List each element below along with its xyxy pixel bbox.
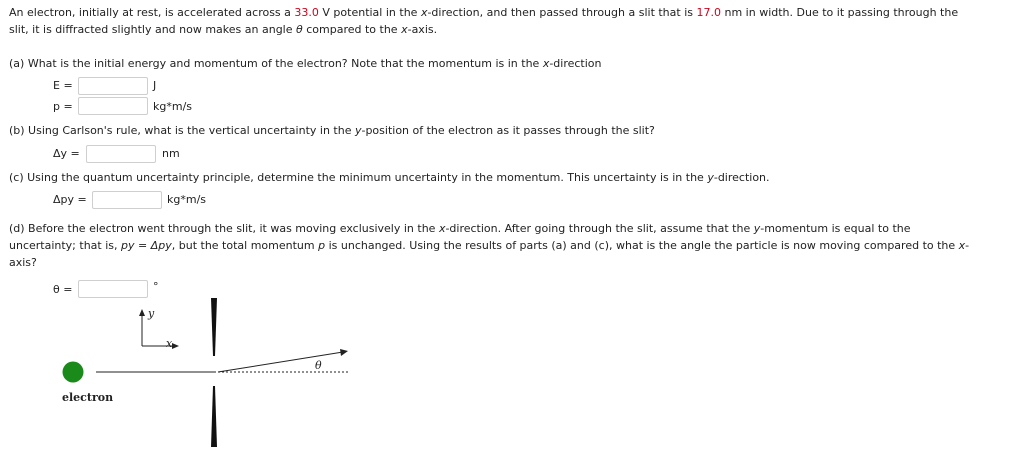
delta-py-unit: kg*m/s <box>167 193 207 206</box>
intro-line-2: slit, it is diffracted slightly and now makes an angle θ compared to the x-axis. <box>9 23 438 36</box>
energy-unit: J <box>153 79 157 92</box>
electron-dot <box>63 362 84 383</box>
y-axis-arrowhead <box>139 309 145 316</box>
intro-line-1: An electron, initially at rest, is accelerated across a 33.0 V potential in the x-direction, and then passed through a slit that is 17.0 nm in width. Due to it passing through the <box>9 6 959 19</box>
electron-label: electron <box>62 391 114 404</box>
diffracted-arrowhead <box>340 349 348 356</box>
part-c-question: (c) Using the quantum uncertainty principle, determine the minimum uncertainty in the momentum. This uncertainty is in the y-direction. <box>9 171 770 184</box>
y-axis-label: y <box>148 307 155 320</box>
momentum-label: p = <box>53 100 73 113</box>
x-axis-arrowhead <box>172 343 179 349</box>
slit-barrier-top <box>211 298 217 356</box>
energy-label: E = <box>53 79 73 92</box>
voltage-value: 33.0 <box>294 6 319 19</box>
degree-unit: ° <box>153 280 159 293</box>
part-a-question: (a) What is the initial energy and momentum of the electron? Note that the momentum is in the x-direction <box>9 57 602 70</box>
delta-y-unit: nm <box>162 147 180 160</box>
delta-py-label: Δpy = <box>53 193 87 206</box>
theta-diagram-label: θ <box>315 359 322 372</box>
diffracted-path <box>218 352 343 372</box>
part-b-question: (b) Using Carlson's rule, what is the vertical uncertainty in the y-position of the electron as it passes through the slit? <box>9 124 655 137</box>
theta-label: θ = <box>53 283 73 296</box>
slit-barrier-bottom <box>211 386 217 447</box>
x-axis-label: x <box>166 337 173 350</box>
part-d-question: (d) Before the electron went through the slit, it was moving exclusively in the x-direction. After going through the slit, assume that the y-momentum is equal to the uncertainty; that is, py = Δpy, but the total momentum p is unchanged. Using the results of parts (a) and (c), what is the angle the particle is now moving compared to the x- axis? <box>9 222 970 269</box>
slit-width-value: 17.0 <box>696 6 721 19</box>
momentum-unit: kg*m/s <box>153 100 193 113</box>
delta-y-label: Δy = <box>53 147 80 160</box>
